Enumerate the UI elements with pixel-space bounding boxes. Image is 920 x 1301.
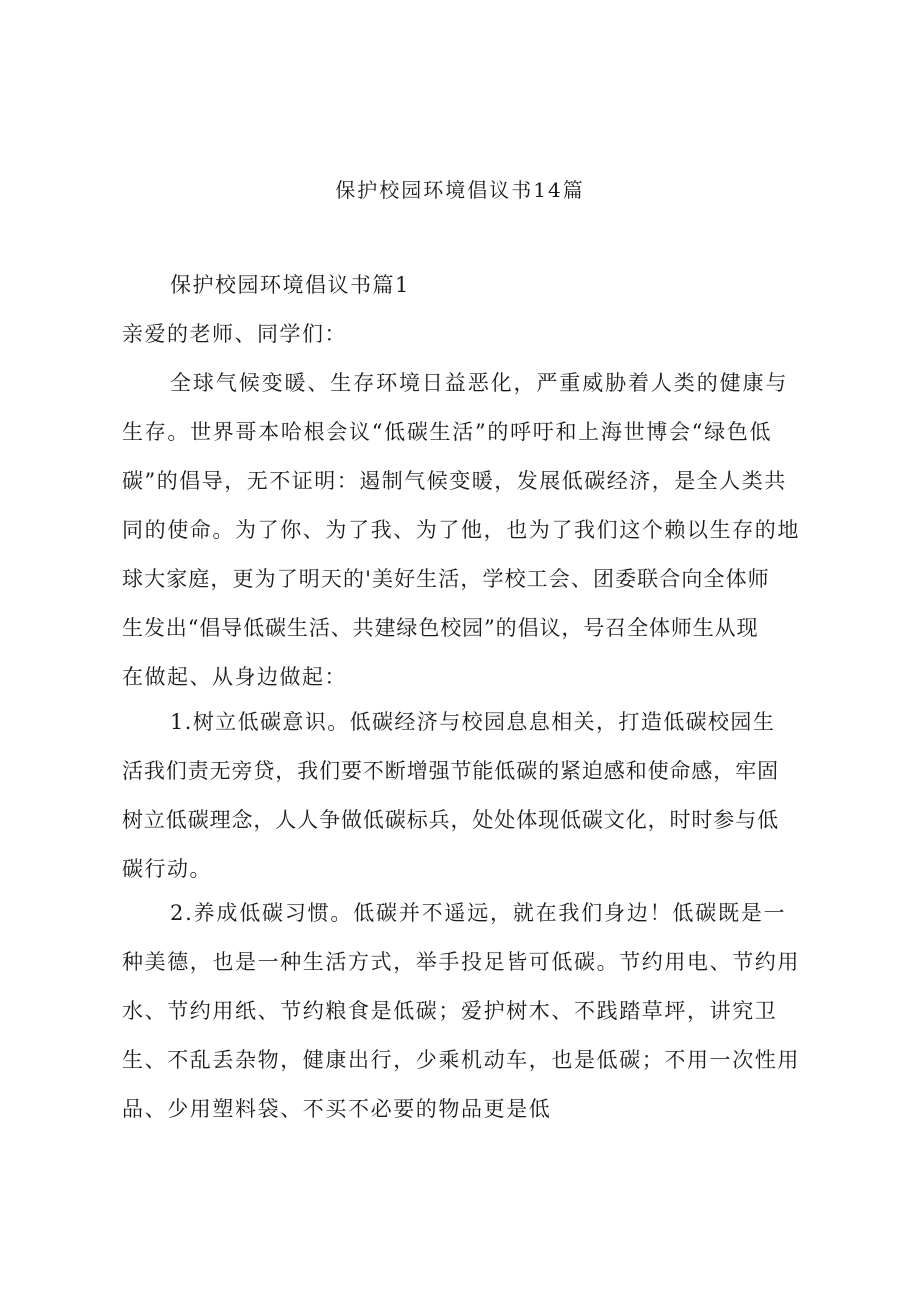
list-item-line: 碳行动。 [122,857,212,881]
list-item-line: 水、节约用纸、节约粮食是低碳；爱护树木、不践踏草坪，讲究卫 [122,999,778,1023]
list-item-line: 活我们责无旁贷，我们要不断增强节能低碳的紧迫感和使命感，牢固 [122,759,779,783]
paragraph-line: 全球气候变暖、生存环境日益恶化，严重威胁着人类的健康与 [170,371,789,395]
list-item-line: 树立低碳理念，人人争做低碳标兵，处处体现低碳文化，时时参与低 [122,808,779,832]
greeting: 亲爱的老师、同学们： [122,322,347,346]
list-item-line: 品、少用塑料袋、不买不必要的物品更是低 [122,1097,552,1121]
list-item-line: 种美德，也是一种生活方式，举手投足皆可低碳。节约用电、节约用 [122,950,800,974]
document-title: 保护校园环境倡议书14篇 [335,178,585,202]
paragraph-line: 球大家庭，更为了明天的'美好生活，学校工会、团委联合向全体师 [122,567,770,591]
section-heading: 保护校园环境倡议书篇1 [170,273,410,297]
paragraph-line: 生存。世界哥本哈根会议“低碳生活”的呼吁和上海世博会“绿色低 [122,420,773,444]
list-item-line: 生、不乱丢杂物，健康出行，少乘机动车，也是低碳；不用一次性用 [122,1048,800,1072]
list-item-line: 2.养成低碳习惯。低碳并不遥远，就在我们身边！低碳既是一 [170,901,787,925]
list-item-line: 1.树立低碳意识。低碳经济与校园息息相关，打造低碳校园生 [170,710,776,734]
paragraph-line: 生发出“倡导低碳生活、共建绿色校园”的倡议，号召全体师生从现 [122,616,759,640]
paragraph-line: 在做起、从身边做起： [122,665,347,689]
paragraph-line: 碳”的倡导，无不证明：遏制气候变暖，发展低碳经济，是全人类共 [122,469,787,493]
paragraph-line: 同的使命。为了你、为了我、为了他，也为了我们这个赖以生存的地 [122,518,800,542]
